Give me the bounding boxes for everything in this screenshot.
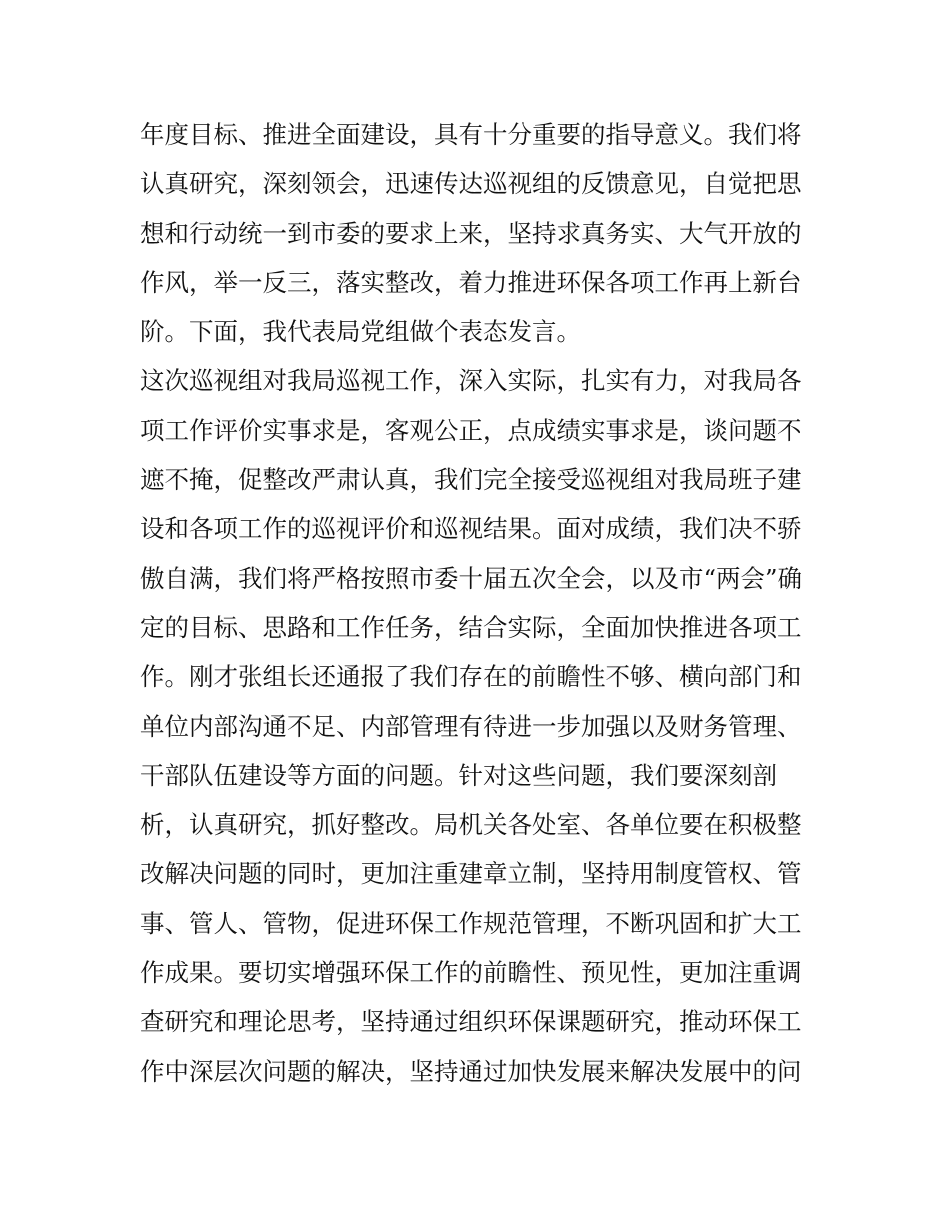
text-line: 想和行动统一到市委的要求上来，坚持求真务实、大气开放的	[140, 218, 802, 248]
text-line: 单位内部沟通不足、内部管理有待进一步加强以及财务管理、	[140, 711, 802, 741]
text-line: 作风，举一反三，落实整改，着力推进环保各项工作再上新台	[140, 267, 802, 297]
text-line: 改解决问题的同时，更加注重建章立制，坚持用制度管权、管	[140, 859, 802, 889]
text-line: 事、管人、管物，促进环保工作规范管理，不断巩固和扩大工	[140, 908, 802, 938]
body-text	[140, 110, 820, 1096]
text-line: 作。刚才张组长还通报了我们存在的前瞻性不够、横向部门和	[140, 662, 802, 692]
text-line: 阶。下面，我代表局党组做个表态发言。	[140, 317, 581, 347]
text-line: 析，认真研究，抓好整改。局机关各处室、各单位要在积极整	[140, 810, 802, 840]
text-line: 设和各项工作的巡视评价和巡视结果。面对成绩，我们决不骄	[140, 514, 802, 544]
text-line: 年度目标、推进全面建设，具有十分重要的指导意义。我们将	[140, 120, 802, 149]
text-line: 认真研究，深刻领会，迅速传达巡视组的反馈意见，自觉把思	[140, 169, 802, 199]
text-line: 查研究和理论思考，坚持通过组织环保课题研究，推动环保工	[140, 1007, 802, 1037]
text-line: 这次巡视组对我局巡视工作，深入实际，扎实有力，对我局各	[140, 366, 802, 396]
text-line: 作成果。要切实增强环保工作的前瞻性、预见性，更加注重调	[140, 958, 802, 988]
text-line: 项工作评价实事求是，客观公正，点成绩实事求是，谈问题不	[140, 415, 802, 445]
text-line: 傲自满，我们将严格按照市委十届五次全会，以及市“两会”确	[140, 563, 803, 593]
text-line: 干部队伍建设等方面的问题。针对这些问题，我们要深刻剖	[140, 760, 777, 790]
text-line: 定的目标、思路和工作任务，结合实际，全面加快推进各项工	[140, 612, 802, 642]
text-line: 遮不掩，促整改严肃认真，我们完全接受巡视组对我局班子建	[140, 465, 802, 495]
text-line: 作中深层次问题的解决，坚持通过加快发展来解决发展中的问	[140, 1056, 802, 1086]
